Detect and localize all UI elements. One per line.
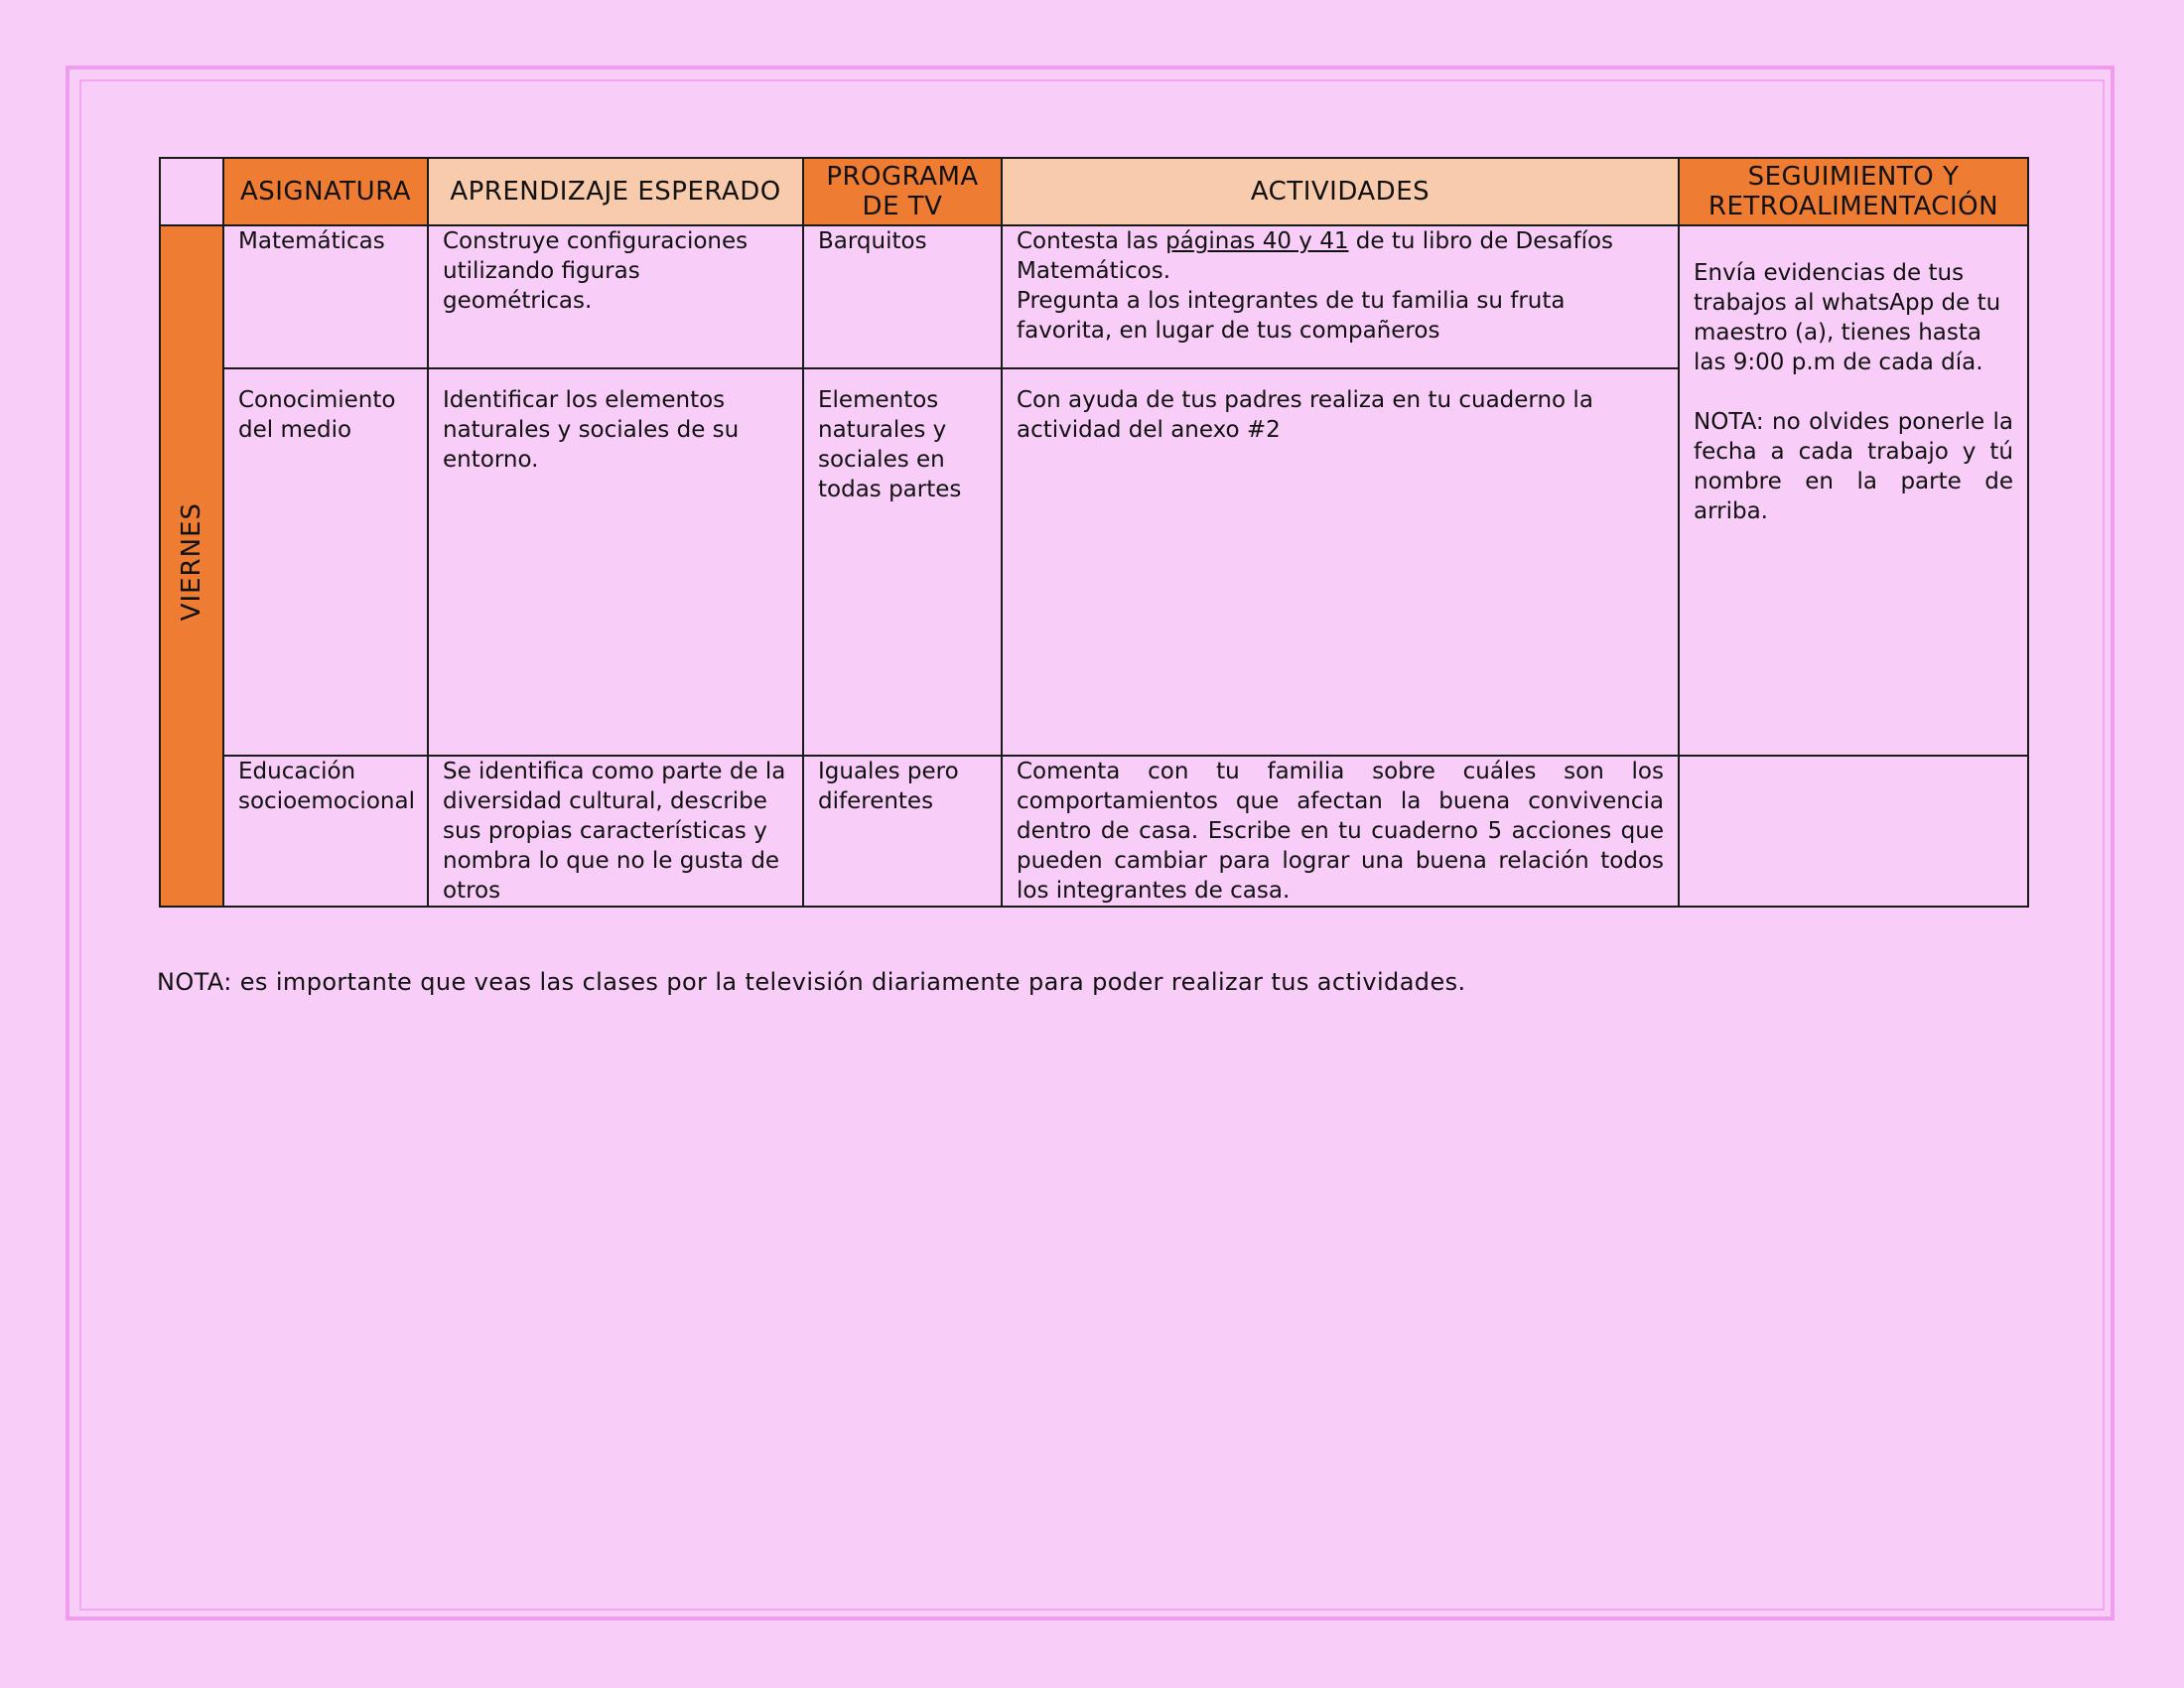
header-programa: PROGRAMA DE TV — [803, 158, 1002, 225]
day-label: VIERNES — [177, 502, 206, 622]
header-row — [160, 158, 2028, 225]
header-seguimiento: SEGUIMIENTO Y RETROALIMENTACIÓN — [1679, 158, 2028, 225]
table-row — [160, 225, 2028, 368]
programa-cell: Elementos naturales y sociales en todas partes — [803, 368, 1002, 756]
corner-cell — [160, 158, 223, 225]
aprendizaje-cell: Se identifica como parte de la diversidad cultural, describe sus propias características y nombra lo que no le gusta de otros — [428, 756, 803, 907]
seguimiento-cell — [1679, 225, 2028, 756]
asignatura-cell: Matemáticas — [223, 225, 428, 368]
table-row — [160, 756, 2028, 907]
header-asignatura: ASIGNATURA — [223, 158, 428, 225]
seguimiento-note: NOTA: no olvides ponerle la fecha a cada trabajo y tú nombre en la parte de arriba. — [1694, 409, 2013, 524]
aprendizaje-cell: Identificar los elementos naturales y sociales de su entorno. — [428, 368, 803, 756]
footer-note: NOTA: es importante que veas las clases por la televisión diariamente para poder realizar tus actividades. — [157, 968, 1466, 996]
day-cell — [160, 225, 223, 907]
actividades-cell: Comenta con tu familia sobre cuáles son los comportamientos que afectan la buena convivencia dentro de casa. Escribe en tu cuaderno 5 acciones que pueden cambiar para lograr una buena relación todos los integrantes de casa. — [1002, 756, 1679, 907]
actividades-text: Pregunta a los integrantes de tu familia su fruta favorita, en lugar de tus compañeros — [1017, 288, 1566, 344]
asignatura-cell: Conocimiento del medio — [223, 368, 428, 756]
actividades-text: Contesta las — [1017, 228, 1166, 254]
actividades-cell: Con ayuda de tus padres realiza en tu cuaderno la actividad del anexo #2 — [1002, 368, 1679, 756]
asignatura-cell: Educación socioemocional — [223, 756, 428, 907]
actividades-text: de tu libro de Desafíos Matemáticos. — [1017, 228, 1614, 284]
seguimiento-empty-cell — [1679, 756, 2028, 907]
header-actividades: ACTIVIDADES — [1002, 158, 1679, 225]
header-aprendizaje: APRENDIZAJE ESPERADO — [428, 158, 803, 225]
aprendizaje-cell: Construye configuraciones utilizando figuras geométricas. — [428, 225, 803, 368]
actividades-cell — [1002, 225, 1679, 368]
programa-cell: Barquitos — [803, 225, 1002, 368]
programa-cell: Iguales pero diferentes — [803, 756, 1002, 907]
planning-table — [159, 157, 2029, 908]
pages-reference: páginas 40 y 41 — [1165, 228, 1349, 254]
seguimiento-text: Envía evidencias de tus trabajos al whatsApp de tu maestro (a), tienes hasta las 9:00 p.m de cada día. — [1694, 260, 2001, 375]
